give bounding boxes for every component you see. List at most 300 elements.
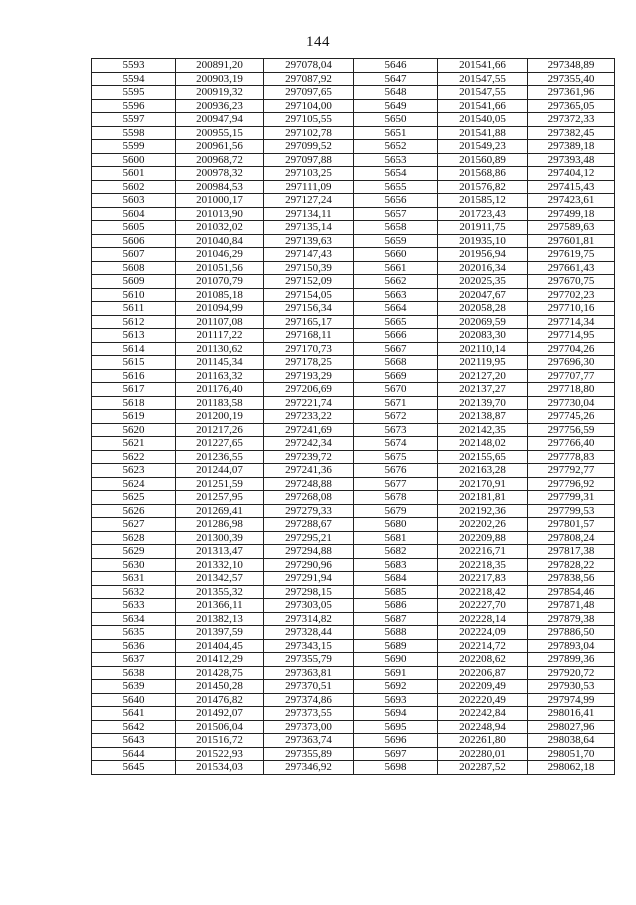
x-coordinate-cell: 202127,20 — [438, 369, 528, 383]
y-coordinate-cell: 297193,29 — [264, 369, 354, 383]
y-coordinate-cell: 297393,48 — [528, 153, 615, 167]
table-row — [92, 720, 615, 734]
x-coordinate-cell: 200955,15 — [176, 126, 264, 140]
table-row — [92, 234, 615, 248]
x-coordinate-cell: 202192,36 — [438, 504, 528, 518]
x-coordinate-cell: 201560,89 — [438, 153, 528, 167]
x-coordinate-cell: 200919,32 — [176, 86, 264, 100]
y-coordinate-cell: 297346,92 — [264, 761, 354, 775]
point-number-cell: 5643 — [92, 734, 176, 748]
x-coordinate-cell: 201506,04 — [176, 720, 264, 734]
page-number: 144 — [306, 34, 330, 50]
x-coordinate-cell: 201013,90 — [176, 207, 264, 221]
point-number-cell: 5681 — [354, 531, 438, 545]
y-coordinate-cell: 297893,04 — [528, 639, 615, 653]
y-coordinate-cell: 297714,34 — [528, 315, 615, 329]
x-coordinate-cell: 201117,22 — [176, 329, 264, 343]
y-coordinate-cell: 298016,41 — [528, 707, 615, 721]
y-coordinate-cell: 298051,70 — [528, 747, 615, 761]
y-coordinate-cell: 297363,74 — [264, 734, 354, 748]
y-coordinate-cell: 297389,18 — [528, 140, 615, 154]
y-coordinate-cell: 297373,55 — [264, 707, 354, 721]
y-coordinate-cell: 297879,38 — [528, 612, 615, 626]
point-number-cell: 5606 — [92, 234, 176, 248]
point-number-cell: 5634 — [92, 612, 176, 626]
y-coordinate-cell: 297290,96 — [264, 558, 354, 572]
y-coordinate-cell: 297838,56 — [528, 572, 615, 586]
point-number-cell: 5650 — [354, 113, 438, 127]
point-number-cell: 5683 — [354, 558, 438, 572]
point-number-cell: 5621 — [92, 437, 176, 451]
table-row — [92, 558, 615, 572]
y-coordinate-cell: 297854,46 — [528, 585, 615, 599]
point-number-cell: 5635 — [92, 626, 176, 640]
y-coordinate-cell: 297355,79 — [264, 653, 354, 667]
y-coordinate-cell: 297103,25 — [264, 167, 354, 181]
x-coordinate-cell: 201251,59 — [176, 477, 264, 491]
y-coordinate-cell: 297404,12 — [528, 167, 615, 181]
x-coordinate-cell: 200936,23 — [176, 99, 264, 113]
point-number-cell: 5595 — [92, 86, 176, 100]
table-row — [92, 140, 615, 154]
x-coordinate-cell: 202208,62 — [438, 653, 528, 667]
x-coordinate-cell: 201547,55 — [438, 86, 528, 100]
point-number-cell: 5607 — [92, 248, 176, 262]
table-row — [92, 518, 615, 532]
y-coordinate-cell: 297745,26 — [528, 410, 615, 424]
x-coordinate-cell: 201412,29 — [176, 653, 264, 667]
table-row — [92, 464, 615, 478]
y-coordinate-cell: 297314,82 — [264, 612, 354, 626]
y-coordinate-cell: 297792,77 — [528, 464, 615, 478]
table-row — [92, 437, 615, 451]
y-coordinate-cell: 297147,43 — [264, 248, 354, 262]
point-number-cell: 5658 — [354, 221, 438, 235]
x-coordinate-cell: 202280,01 — [438, 747, 528, 761]
x-coordinate-cell: 201040,84 — [176, 234, 264, 248]
point-number-cell: 5612 — [92, 315, 176, 329]
x-coordinate-cell: 200984,53 — [176, 180, 264, 194]
y-coordinate-cell: 297078,04 — [264, 59, 354, 73]
table-row — [92, 396, 615, 410]
y-coordinate-cell: 297134,11 — [264, 207, 354, 221]
point-number-cell: 5691 — [354, 666, 438, 680]
y-coordinate-cell: 297150,39 — [264, 261, 354, 275]
y-coordinate-cell: 297499,18 — [528, 207, 615, 221]
x-coordinate-cell: 202224,09 — [438, 626, 528, 640]
point-number-cell: 5638 — [92, 666, 176, 680]
table-row — [92, 410, 615, 424]
x-coordinate-cell: 201547,55 — [438, 72, 528, 86]
table-row — [92, 221, 615, 235]
y-coordinate-cell: 297589,63 — [528, 221, 615, 235]
x-coordinate-cell: 201000,17 — [176, 194, 264, 208]
x-coordinate-cell: 201217,26 — [176, 423, 264, 437]
y-coordinate-cell: 297361,96 — [528, 86, 615, 100]
y-coordinate-cell: 298027,96 — [528, 720, 615, 734]
point-number-cell: 5688 — [354, 626, 438, 640]
point-number-cell: 5642 — [92, 720, 176, 734]
table-row — [92, 329, 615, 343]
x-coordinate-cell: 201549,23 — [438, 140, 528, 154]
y-coordinate-cell: 297601,81 — [528, 234, 615, 248]
point-number-cell: 5605 — [92, 221, 176, 235]
x-coordinate-cell: 201163,32 — [176, 369, 264, 383]
x-coordinate-cell: 201576,82 — [438, 180, 528, 194]
coordinates-table — [91, 58, 615, 775]
point-number-cell: 5679 — [354, 504, 438, 518]
x-coordinate-cell: 201070,79 — [176, 275, 264, 289]
point-number-cell: 5619 — [92, 410, 176, 424]
point-number-cell: 5603 — [92, 194, 176, 208]
point-number-cell: 5602 — [92, 180, 176, 194]
x-coordinate-cell: 202228,14 — [438, 612, 528, 626]
x-coordinate-cell: 201244,07 — [176, 464, 264, 478]
y-coordinate-cell: 297127,24 — [264, 194, 354, 208]
y-coordinate-cell: 297241,69 — [264, 423, 354, 437]
point-number-cell: 5623 — [92, 464, 176, 478]
x-coordinate-cell: 202142,35 — [438, 423, 528, 437]
y-coordinate-cell: 297871,48 — [528, 599, 615, 613]
x-coordinate-cell: 201935,10 — [438, 234, 528, 248]
point-number-cell: 5641 — [92, 707, 176, 721]
table-row — [92, 680, 615, 694]
x-coordinate-cell: 202217,83 — [438, 572, 528, 586]
y-coordinate-cell: 297268,08 — [264, 491, 354, 505]
y-coordinate-cell: 297817,38 — [528, 545, 615, 559]
y-coordinate-cell: 298038,64 — [528, 734, 615, 748]
point-number-cell: 5608 — [92, 261, 176, 275]
y-coordinate-cell: 297239,72 — [264, 450, 354, 464]
y-coordinate-cell: 297808,24 — [528, 531, 615, 545]
table-row — [92, 626, 615, 640]
y-coordinate-cell: 297766,40 — [528, 437, 615, 451]
x-coordinate-cell: 201382,13 — [176, 612, 264, 626]
table-row — [92, 545, 615, 559]
x-coordinate-cell: 202261,80 — [438, 734, 528, 748]
y-coordinate-cell: 297139,63 — [264, 234, 354, 248]
y-coordinate-cell: 297730,04 — [528, 396, 615, 410]
point-number-cell: 5697 — [354, 747, 438, 761]
y-coordinate-cell: 297714,95 — [528, 329, 615, 343]
y-coordinate-cell: 297886,50 — [528, 626, 615, 640]
x-coordinate-cell: 202216,71 — [438, 545, 528, 559]
table-row — [92, 288, 615, 302]
table-row — [92, 342, 615, 356]
x-coordinate-cell: 201332,10 — [176, 558, 264, 572]
x-coordinate-cell: 201492,07 — [176, 707, 264, 721]
y-coordinate-cell: 297619,75 — [528, 248, 615, 262]
x-coordinate-cell: 201342,57 — [176, 572, 264, 586]
table-row — [92, 261, 615, 275]
point-number-cell: 5669 — [354, 369, 438, 383]
point-number-cell: 5636 — [92, 639, 176, 653]
table-row — [92, 585, 615, 599]
y-coordinate-cell: 297168,11 — [264, 329, 354, 343]
x-coordinate-cell: 201723,43 — [438, 207, 528, 221]
table-row — [92, 167, 615, 181]
x-coordinate-cell: 201541,66 — [438, 99, 528, 113]
table-row — [92, 423, 615, 437]
point-number-cell: 5684 — [354, 572, 438, 586]
point-number-cell: 5613 — [92, 329, 176, 343]
table-row — [92, 86, 615, 100]
y-coordinate-cell: 297348,89 — [528, 59, 615, 73]
y-coordinate-cell: 297087,92 — [264, 72, 354, 86]
x-coordinate-cell: 202218,42 — [438, 585, 528, 599]
point-number-cell: 5648 — [354, 86, 438, 100]
table-row — [92, 653, 615, 667]
x-coordinate-cell: 201094,99 — [176, 302, 264, 316]
point-number-cell: 5664 — [354, 302, 438, 316]
y-coordinate-cell: 297165,17 — [264, 315, 354, 329]
y-coordinate-cell: 297799,53 — [528, 504, 615, 518]
x-coordinate-cell: 202209,88 — [438, 531, 528, 545]
point-number-cell: 5631 — [92, 572, 176, 586]
point-number-cell: 5637 — [92, 653, 176, 667]
x-coordinate-cell: 202248,94 — [438, 720, 528, 734]
x-coordinate-cell: 201236,55 — [176, 450, 264, 464]
point-number-cell: 5610 — [92, 288, 176, 302]
table-row — [92, 72, 615, 86]
point-number-cell: 5597 — [92, 113, 176, 127]
point-number-cell: 5622 — [92, 450, 176, 464]
x-coordinate-cell: 201130,62 — [176, 342, 264, 356]
table-row — [92, 275, 615, 289]
table-row — [92, 450, 615, 464]
point-number-cell: 5682 — [354, 545, 438, 559]
point-number-cell: 5611 — [92, 302, 176, 316]
y-coordinate-cell: 297242,34 — [264, 437, 354, 451]
point-number-cell: 5675 — [354, 450, 438, 464]
table-row — [92, 477, 615, 491]
point-number-cell: 5600 — [92, 153, 176, 167]
point-number-cell: 5618 — [92, 396, 176, 410]
table-row — [92, 248, 615, 262]
table-row — [92, 612, 615, 626]
point-number-cell: 5698 — [354, 761, 438, 775]
point-number-cell: 5604 — [92, 207, 176, 221]
y-coordinate-cell: 297206,69 — [264, 383, 354, 397]
point-number-cell: 5662 — [354, 275, 438, 289]
point-number-cell: 5656 — [354, 194, 438, 208]
point-number-cell: 5685 — [354, 585, 438, 599]
x-coordinate-cell: 202148,02 — [438, 437, 528, 451]
y-coordinate-cell: 297221,74 — [264, 396, 354, 410]
y-coordinate-cell: 297355,40 — [528, 72, 615, 86]
point-number-cell: 5689 — [354, 639, 438, 653]
point-number-cell: 5657 — [354, 207, 438, 221]
point-number-cell: 5628 — [92, 531, 176, 545]
point-number-cell: 5693 — [354, 693, 438, 707]
y-coordinate-cell: 297154,05 — [264, 288, 354, 302]
table-row — [92, 369, 615, 383]
y-coordinate-cell: 297099,52 — [264, 140, 354, 154]
point-number-cell: 5659 — [354, 234, 438, 248]
coordinates-table-body — [92, 59, 615, 775]
x-coordinate-cell: 201269,41 — [176, 504, 264, 518]
x-coordinate-cell: 201540,05 — [438, 113, 528, 127]
point-number-cell: 5594 — [92, 72, 176, 86]
point-number-cell: 5629 — [92, 545, 176, 559]
table-row — [92, 531, 615, 545]
x-coordinate-cell: 201956,94 — [438, 248, 528, 262]
point-number-cell: 5617 — [92, 383, 176, 397]
point-number-cell: 5695 — [354, 720, 438, 734]
y-coordinate-cell: 297355,89 — [264, 747, 354, 761]
y-coordinate-cell: 297152,09 — [264, 275, 354, 289]
point-number-cell: 5652 — [354, 140, 438, 154]
point-number-cell: 5624 — [92, 477, 176, 491]
x-coordinate-cell: 201585,12 — [438, 194, 528, 208]
x-coordinate-cell: 202220,49 — [438, 693, 528, 707]
point-number-cell: 5663 — [354, 288, 438, 302]
y-coordinate-cell: 297756,59 — [528, 423, 615, 437]
y-coordinate-cell: 297696,30 — [528, 356, 615, 370]
y-coordinate-cell: 297710,16 — [528, 302, 615, 316]
point-number-cell: 5692 — [354, 680, 438, 694]
x-coordinate-cell: 200903,19 — [176, 72, 264, 86]
x-coordinate-cell: 202202,26 — [438, 518, 528, 532]
x-coordinate-cell: 202181,81 — [438, 491, 528, 505]
x-coordinate-cell: 201404,45 — [176, 639, 264, 653]
y-coordinate-cell: 297298,15 — [264, 585, 354, 599]
point-number-cell: 5651 — [354, 126, 438, 140]
y-coordinate-cell: 297920,72 — [528, 666, 615, 680]
y-coordinate-cell: 297291,94 — [264, 572, 354, 586]
x-coordinate-cell: 201176,40 — [176, 383, 264, 397]
table-row — [92, 504, 615, 518]
y-coordinate-cell: 297343,15 — [264, 639, 354, 653]
table-row — [92, 599, 615, 613]
table-row — [92, 693, 615, 707]
x-coordinate-cell: 201085,18 — [176, 288, 264, 302]
point-number-cell: 5598 — [92, 126, 176, 140]
table-row — [92, 59, 615, 73]
point-number-cell: 5672 — [354, 410, 438, 424]
x-coordinate-cell: 202214,72 — [438, 639, 528, 653]
table-row — [92, 153, 615, 167]
x-coordinate-cell: 201051,56 — [176, 261, 264, 275]
x-coordinate-cell: 202083,30 — [438, 329, 528, 343]
y-coordinate-cell: 297104,00 — [264, 99, 354, 113]
table-row — [92, 383, 615, 397]
x-coordinate-cell: 201355,32 — [176, 585, 264, 599]
table-row — [92, 747, 615, 761]
point-number-cell: 5661 — [354, 261, 438, 275]
x-coordinate-cell: 200947,94 — [176, 113, 264, 127]
x-coordinate-cell: 202218,35 — [438, 558, 528, 572]
table-row — [92, 180, 615, 194]
x-coordinate-cell: 201145,34 — [176, 356, 264, 370]
table-row — [92, 302, 615, 316]
point-number-cell: 5678 — [354, 491, 438, 505]
point-number-cell: 5673 — [354, 423, 438, 437]
point-number-cell: 5653 — [354, 153, 438, 167]
point-number-cell: 5655 — [354, 180, 438, 194]
x-coordinate-cell: 201107,08 — [176, 315, 264, 329]
y-coordinate-cell: 297373,00 — [264, 720, 354, 734]
x-coordinate-cell: 202139,70 — [438, 396, 528, 410]
x-coordinate-cell: 201366,11 — [176, 599, 264, 613]
point-number-cell: 5644 — [92, 747, 176, 761]
y-coordinate-cell: 297328,44 — [264, 626, 354, 640]
table-row — [92, 207, 615, 221]
x-coordinate-cell: 201911,75 — [438, 221, 528, 235]
x-coordinate-cell: 202163,28 — [438, 464, 528, 478]
x-coordinate-cell: 202287,52 — [438, 761, 528, 775]
y-coordinate-cell: 297415,43 — [528, 180, 615, 194]
point-number-cell: 5668 — [354, 356, 438, 370]
point-number-cell: 5694 — [354, 707, 438, 721]
x-coordinate-cell: 201313,47 — [176, 545, 264, 559]
x-coordinate-cell: 201522,93 — [176, 747, 264, 761]
x-coordinate-cell: 201227,65 — [176, 437, 264, 451]
x-coordinate-cell: 201476,82 — [176, 693, 264, 707]
point-number-cell: 5680 — [354, 518, 438, 532]
point-number-cell: 5690 — [354, 653, 438, 667]
table-row — [92, 666, 615, 680]
x-coordinate-cell: 200961,56 — [176, 140, 264, 154]
y-coordinate-cell: 297097,88 — [264, 153, 354, 167]
point-number-cell: 5614 — [92, 342, 176, 356]
x-coordinate-cell: 202209,49 — [438, 680, 528, 694]
x-coordinate-cell: 202119,95 — [438, 356, 528, 370]
y-coordinate-cell: 297370,51 — [264, 680, 354, 694]
y-coordinate-cell: 297778,83 — [528, 450, 615, 464]
y-coordinate-cell: 297382,45 — [528, 126, 615, 140]
x-coordinate-cell: 202069,59 — [438, 315, 528, 329]
y-coordinate-cell: 297899,36 — [528, 653, 615, 667]
x-coordinate-cell: 201183,58 — [176, 396, 264, 410]
point-number-cell: 5616 — [92, 369, 176, 383]
y-coordinate-cell: 297718,80 — [528, 383, 615, 397]
x-coordinate-cell: 202016,34 — [438, 261, 528, 275]
point-number-cell: 5676 — [354, 464, 438, 478]
y-coordinate-cell: 297374,86 — [264, 693, 354, 707]
y-coordinate-cell: 297111,09 — [264, 180, 354, 194]
point-number-cell: 5615 — [92, 356, 176, 370]
y-coordinate-cell: 297170,73 — [264, 342, 354, 356]
y-coordinate-cell: 297248,88 — [264, 477, 354, 491]
point-number-cell: 5630 — [92, 558, 176, 572]
y-coordinate-cell: 297372,33 — [528, 113, 615, 127]
x-coordinate-cell: 202227,70 — [438, 599, 528, 613]
point-number-cell: 5686 — [354, 599, 438, 613]
point-number-cell: 5609 — [92, 275, 176, 289]
x-coordinate-cell: 202025,35 — [438, 275, 528, 289]
x-coordinate-cell: 202170,91 — [438, 477, 528, 491]
point-number-cell: 5671 — [354, 396, 438, 410]
point-number-cell: 5660 — [354, 248, 438, 262]
point-number-cell: 5633 — [92, 599, 176, 613]
x-coordinate-cell: 201286,98 — [176, 518, 264, 532]
y-coordinate-cell: 297295,21 — [264, 531, 354, 545]
x-coordinate-cell: 202155,65 — [438, 450, 528, 464]
x-coordinate-cell: 202242,84 — [438, 707, 528, 721]
point-number-cell: 5665 — [354, 315, 438, 329]
y-coordinate-cell: 297294,88 — [264, 545, 354, 559]
point-number-cell: 5626 — [92, 504, 176, 518]
x-coordinate-cell: 201541,88 — [438, 126, 528, 140]
y-coordinate-cell: 297670,75 — [528, 275, 615, 289]
table-row — [92, 126, 615, 140]
table-row — [92, 194, 615, 208]
y-coordinate-cell: 297241,36 — [264, 464, 354, 478]
y-coordinate-cell: 297279,33 — [264, 504, 354, 518]
y-coordinate-cell: 297974,99 — [528, 693, 615, 707]
point-number-cell: 5670 — [354, 383, 438, 397]
